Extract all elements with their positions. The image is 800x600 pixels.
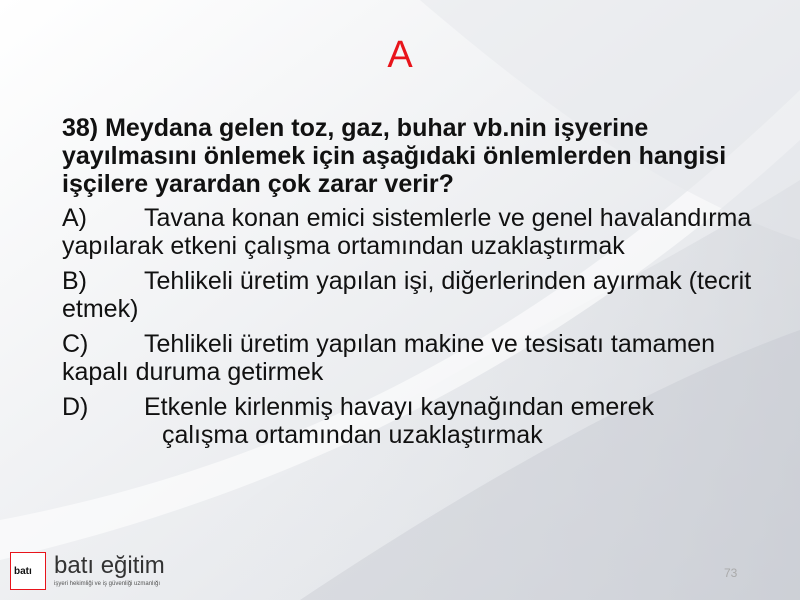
logo-name: batı eğitim — [54, 552, 165, 579]
option-letter: D) — [62, 393, 89, 421]
question-text: 38) Meydana gelen toz, gaz, buhar vb.nin işyerine yayılmasını önlemek için aşağıdaki önlemlerden hangisi işçilere yarardan çok zarar verir? — [62, 114, 727, 198]
question-block — [62, 114, 762, 456]
page-number: 73 — [724, 566, 738, 580]
option-letter: C) — [62, 330, 89, 358]
option-d — [62, 393, 762, 449]
option-text: Tavana konan emici sistemlerle ve genel havalandırma yapılarak etkeni çalışma ortamından uzaklaştırmak — [62, 204, 752, 260]
option-text: Tehlikeli üretim yapılan makine ve tesisatı tamamen kapalı duruma getirmek — [62, 330, 716, 386]
option-letter: B) — [62, 267, 87, 295]
bati-egitim-logo — [10, 552, 210, 594]
option-a — [62, 204, 762, 260]
slide-title: A — [387, 34, 413, 76]
option-text: Tehlikeli üretim yapılan işi, diğerlerinden ayırmak (tecrit etmek) — [62, 267, 752, 323]
option-b — [62, 267, 762, 323]
logo-mark — [10, 552, 46, 590]
logo-mark-text: batı — [14, 566, 32, 577]
option-letter: A) — [62, 204, 87, 232]
option-c — [62, 330, 762, 386]
logo-tagline: işyeri hekimliği ve iş güvenliği uzmanlığı — [54, 581, 161, 587]
option-text-cont: çalışma ortamından uzaklaştırmak — [162, 421, 543, 449]
option-text: Etkenle kirlenmiş havayı kaynağından emerek — [144, 393, 654, 421]
